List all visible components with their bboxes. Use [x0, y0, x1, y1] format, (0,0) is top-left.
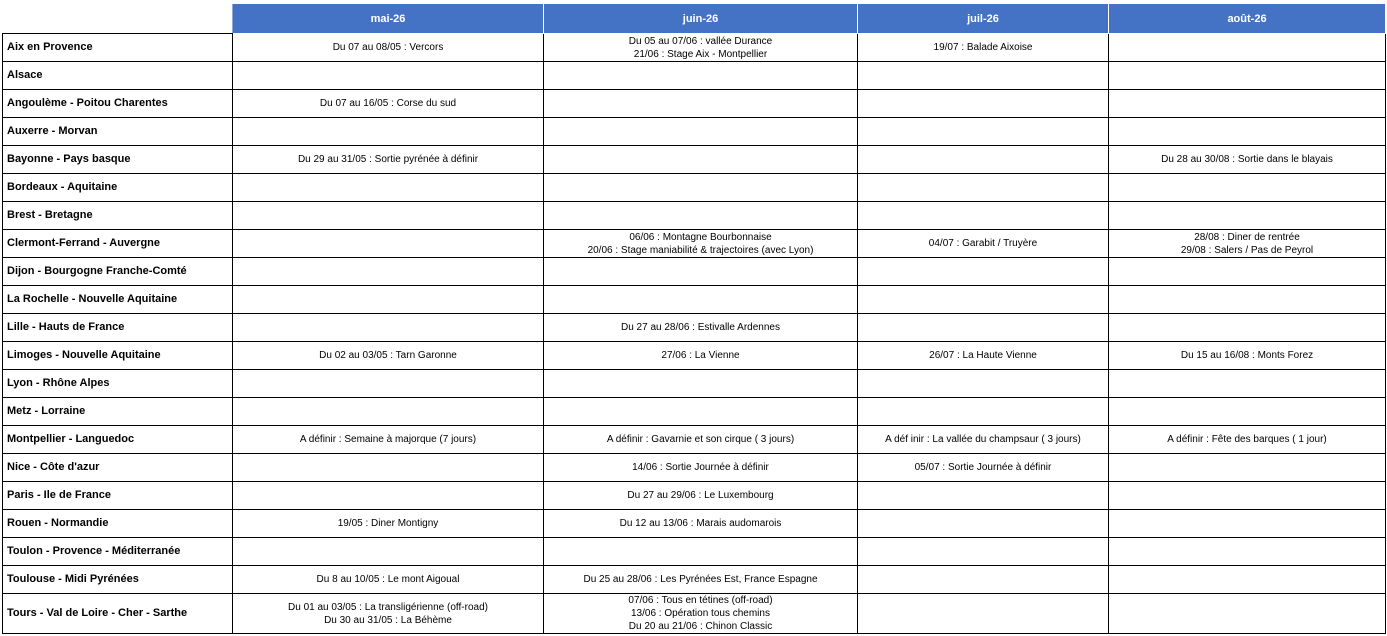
table-row — [3, 510, 1386, 538]
table-row — [3, 230, 1386, 258]
region-cell[interactable]: Toulouse - Midi Pyrénées — [3, 566, 233, 594]
event-text: 04/07 : Garabit / Truyère — [928, 238, 1038, 249]
region-cell[interactable]: Angoulème - Poitou Charentes — [3, 90, 233, 118]
table-row — [3, 370, 1386, 398]
event-cell[interactable] — [233, 202, 544, 230]
event-text: 19/07 : Balade Aixoise — [933, 42, 1033, 53]
table-row — [3, 566, 1386, 594]
event-cell[interactable] — [858, 482, 1109, 510]
event-cell[interactable] — [1109, 314, 1386, 342]
event-cell[interactable] — [544, 286, 858, 314]
region-cell[interactable]: Nice - Côte d'azur — [3, 454, 233, 482]
month-header[interactable]: juil-26 — [858, 4, 1109, 34]
event-cell[interactable] — [1109, 174, 1386, 202]
event-text: Du 8 au 10/05 : Le mont Aigoual — [316, 574, 460, 585]
event-cell[interactable] — [233, 146, 544, 174]
event-cell[interactable] — [1109, 146, 1386, 174]
region-cell[interactable]: Paris - Ile de France — [3, 482, 233, 510]
region-cell[interactable]: Tours - Val de Loire - Cher - Sarthe — [3, 594, 233, 634]
event-cell[interactable] — [1109, 202, 1386, 230]
event-cell[interactable] — [858, 34, 1109, 62]
region-cell[interactable]: Clermont-Ferrand - Auvergne — [3, 230, 233, 258]
region-cell[interactable]: Lyon - Rhône Alpes — [3, 370, 233, 398]
event-cell[interactable] — [1109, 426, 1386, 454]
event-cell[interactable] — [858, 174, 1109, 202]
event-cell[interactable] — [233, 286, 544, 314]
region-cell[interactable]: Dijon - Bourgogne Franche-Comté — [3, 258, 233, 286]
event-cell[interactable] — [233, 230, 544, 258]
event-text: 06/06 : Montagne Bourbonnaise — [629, 231, 772, 243]
table-row — [3, 258, 1386, 286]
event-cell[interactable] — [544, 258, 858, 286]
event-cell[interactable] — [544, 90, 858, 118]
table-row — [3, 118, 1386, 146]
table-row — [3, 398, 1386, 426]
event-cell[interactable] — [1109, 230, 1386, 258]
event-cell[interactable] — [544, 398, 858, 426]
event-text: Du 20 au 21/06 : Chinon Classic — [628, 621, 773, 632]
region-cell[interactable]: Montpellier - Languedoc — [3, 426, 233, 454]
table-row — [3, 146, 1386, 174]
event-cell[interactable] — [1109, 62, 1386, 90]
event-text: 21/06 : Stage Aix - Montpellier — [633, 48, 768, 60]
event-text: 07/06 : Tous en tétines (off-road) — [628, 595, 773, 606]
region-cell[interactable]: Metz - Lorraine — [3, 398, 233, 426]
region-cell[interactable]: Aix en Provence — [3, 34, 233, 62]
event-text: Du 15 au 16/08 : Monts Forez — [1180, 350, 1314, 361]
event-text: A définir : Fête des barques ( 1 jour) — [1167, 434, 1327, 445]
event-cell[interactable] — [233, 566, 544, 594]
table-row — [3, 342, 1386, 370]
region-cell[interactable]: Bordeaux - Aquitaine — [3, 174, 233, 202]
corner-cell[interactable] — [3, 4, 233, 34]
event-cell[interactable] — [858, 538, 1109, 566]
region-cell[interactable]: Alsace — [3, 62, 233, 90]
event-cell[interactable] — [858, 426, 1109, 454]
event-text: Du 27 au 28/06 : Estivalle Ardennes — [621, 322, 780, 333]
event-cell[interactable] — [544, 426, 858, 454]
event-cell[interactable] — [233, 342, 544, 370]
event-cell[interactable] — [858, 202, 1109, 230]
table-row — [3, 454, 1386, 482]
event-cell[interactable] — [1109, 482, 1386, 510]
event-cell[interactable] — [233, 510, 544, 538]
region-cell[interactable]: Limoges - Nouvelle Aquitaine — [3, 342, 233, 370]
event-cell[interactable] — [233, 426, 544, 454]
region-cell[interactable]: Brest - Bretagne — [3, 202, 233, 230]
event-cell[interactable] — [544, 482, 858, 510]
event-cell[interactable] — [544, 118, 858, 146]
table-row — [3, 286, 1386, 314]
region-cell[interactable]: Toulon - Provence - Méditerranée — [3, 538, 233, 566]
event-text: Du 27 au 29/06 : Le Luxembourg — [627, 490, 774, 501]
event-cell[interactable] — [1109, 286, 1386, 314]
table-row — [3, 482, 1386, 510]
table-row — [3, 34, 1386, 62]
event-cell[interactable] — [1109, 538, 1386, 566]
event-cell[interactable] — [1109, 342, 1386, 370]
event-cell[interactable] — [544, 230, 858, 258]
event-text: 26/07 : La Haute Vienne — [929, 350, 1037, 361]
table-row — [3, 174, 1386, 202]
event-text: Du 12 au 13/06 : Marais audomarois — [619, 518, 782, 529]
event-cell[interactable] — [858, 454, 1109, 482]
event-text: 20/06 : Stage maniabilité & trajectoires (avec Lyon) — [587, 244, 814, 256]
event-text: Du 05 au 07/06 : vallée Durance — [628, 35, 773, 47]
header-row — [3, 4, 1386, 34]
region-cell[interactable]: Auxerre - Morvan — [3, 118, 233, 146]
event-cell[interactable] — [1109, 510, 1386, 538]
table-body — [3, 34, 1386, 634]
events-table — [2, 3, 1386, 634]
event-cell[interactable] — [1109, 118, 1386, 146]
event-text: Du 28 au 30/08 : Sortie dans le blayais — [1161, 154, 1333, 165]
event-text: 05/07 : Sortie Journée à définir — [914, 462, 1052, 473]
event-text: Du 30 au 31/05 : La Béhème — [324, 614, 452, 626]
event-cell[interactable] — [233, 34, 544, 62]
event-cell[interactable] — [544, 34, 858, 62]
event-cell[interactable] — [858, 314, 1109, 342]
event-text: A déf inir : La vallée du champsaur ( 3 jours) — [885, 434, 1081, 445]
event-text: A définir : Gavarnie et son cirque ( 3 jours) — [606, 434, 795, 445]
event-cell[interactable] — [233, 538, 544, 566]
region-cell[interactable]: La Rochelle - Nouvelle Aquitaine — [3, 286, 233, 314]
spreadsheet — [2, 3, 1386, 634]
event-cell[interactable] — [858, 370, 1109, 398]
month-header[interactable]: mai-26 — [233, 4, 544, 34]
event-cell[interactable] — [544, 146, 858, 174]
event-text: Du 29 au 31/05 : Sortie pyrénée à définir — [297, 154, 479, 165]
event-cell[interactable] — [1109, 90, 1386, 118]
region-cell[interactable]: Lille - Hauts de France — [3, 314, 233, 342]
table-row — [3, 62, 1386, 90]
event-cell[interactable] — [544, 538, 858, 566]
event-cell[interactable] — [1109, 454, 1386, 482]
event-cell[interactable] — [1109, 370, 1386, 398]
event-cell[interactable] — [1109, 566, 1386, 594]
event-cell[interactable] — [544, 594, 858, 634]
month-header[interactable]: juin-26 — [544, 4, 858, 34]
event-cell[interactable] — [544, 202, 858, 230]
event-text: A définir : Semaine à majorque (7 jours) — [299, 434, 477, 445]
event-cell[interactable] — [858, 286, 1109, 314]
event-cell[interactable] — [858, 146, 1109, 174]
event-cell[interactable] — [233, 398, 544, 426]
event-text: 14/06 : Sortie Journée à définir — [632, 462, 769, 473]
event-text: 13/06 : Opération tous chemins — [631, 608, 770, 619]
table-row — [3, 314, 1386, 342]
event-cell[interactable] — [233, 174, 544, 202]
event-cell[interactable] — [544, 510, 858, 538]
table-row — [3, 90, 1386, 118]
event-cell[interactable] — [544, 454, 858, 482]
event-text: 27/06 : La Vienne — [661, 350, 740, 361]
event-cell[interactable] — [233, 258, 544, 286]
event-cell[interactable] — [544, 62, 858, 90]
event-text: 28/08 : Diner de rentrée — [1194, 231, 1300, 243]
event-cell[interactable] — [1109, 34, 1386, 62]
event-text: 29/08 : Salers / Pas de Peyrol — [1180, 244, 1314, 256]
event-cell[interactable] — [233, 90, 544, 118]
month-header[interactable]: août-26 — [1109, 4, 1386, 34]
event-cell[interactable] — [544, 370, 858, 398]
region-cell[interactable]: Bayonne - Pays basque — [3, 146, 233, 174]
table-row — [3, 538, 1386, 566]
event-cell[interactable] — [1109, 258, 1386, 286]
event-cell[interactable] — [544, 566, 858, 594]
event-text: 19/05 : Diner Montigny — [337, 518, 439, 529]
event-cell[interactable] — [544, 174, 858, 202]
event-cell[interactable] — [858, 230, 1109, 258]
event-cell[interactable] — [858, 594, 1109, 634]
event-cell[interactable] — [858, 510, 1109, 538]
event-cell[interactable] — [858, 566, 1109, 594]
event-cell[interactable] — [233, 594, 544, 634]
table-row — [3, 202, 1386, 230]
event-cell[interactable] — [858, 258, 1109, 286]
event-cell[interactable] — [233, 314, 544, 342]
event-cell[interactable] — [858, 342, 1109, 370]
event-cell[interactable] — [858, 398, 1109, 426]
event-cell[interactable] — [233, 370, 544, 398]
event-text: Du 07 au 16/05 : Corse du sud — [319, 98, 457, 109]
event-cell[interactable] — [233, 454, 544, 482]
event-cell[interactable] — [1109, 594, 1386, 634]
event-text: Du 01 au 03/05 : La transligérienne (off-road) — [288, 601, 488, 613]
event-cell[interactable] — [858, 90, 1109, 118]
event-cell[interactable] — [233, 62, 544, 90]
event-cell[interactable] — [544, 342, 858, 370]
table-row — [3, 426, 1386, 454]
event-cell[interactable] — [858, 118, 1109, 146]
region-cell[interactable]: Rouen - Normandie — [3, 510, 233, 538]
table-row — [3, 594, 1386, 634]
event-cell[interactable] — [233, 482, 544, 510]
event-cell[interactable] — [544, 314, 858, 342]
event-cell[interactable] — [233, 118, 544, 146]
event-cell[interactable] — [1109, 398, 1386, 426]
event-text: Du 25 au 28/06 : Les Pyrénées Est, France Espagne — [583, 574, 818, 585]
event-text: Du 02 au 03/05 : Tarn Garonne — [319, 350, 457, 361]
event-cell[interactable] — [858, 62, 1109, 90]
event-text: Du 07 au 08/05 : Vercors — [332, 42, 444, 53]
